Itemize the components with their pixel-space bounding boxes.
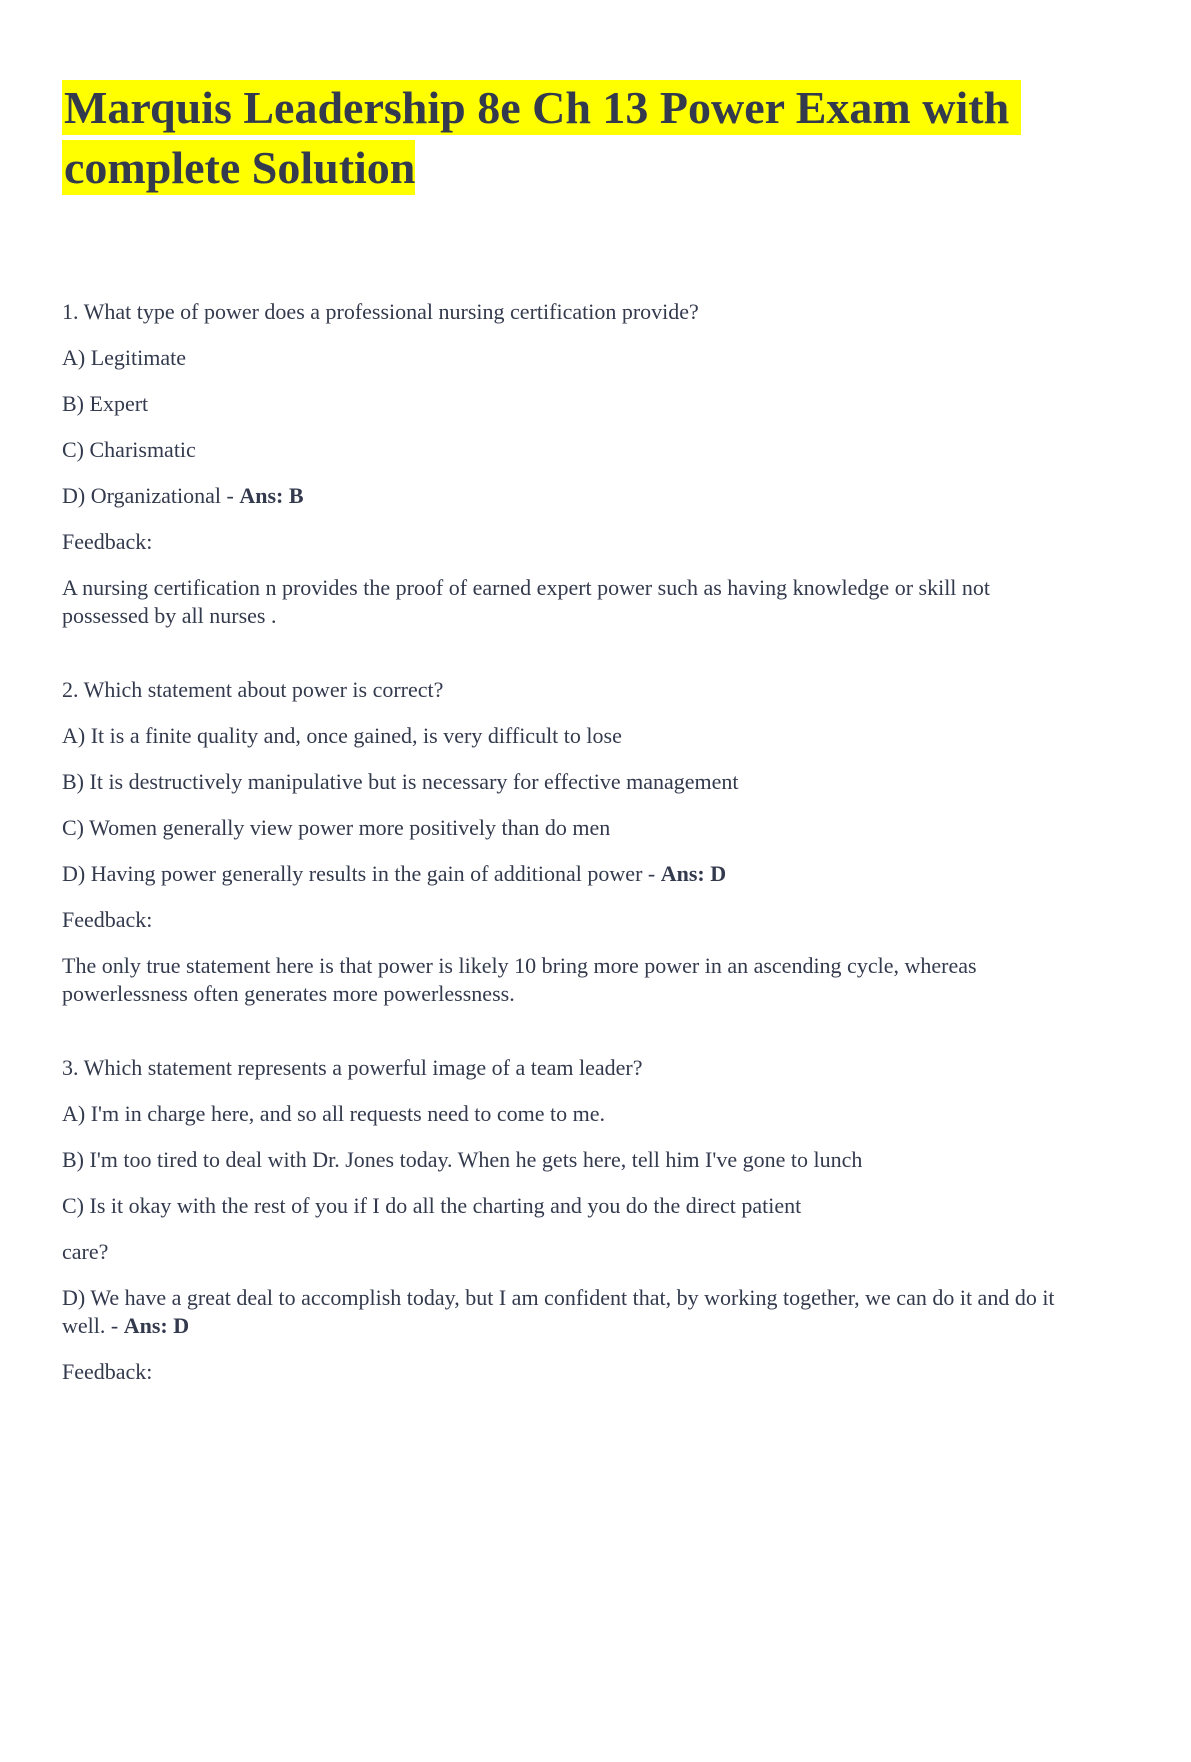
option-c: C) Is it okay with the rest of you if I do all the charting and you do the direct patient bbox=[62, 1193, 802, 1218]
option-b: B) Expert bbox=[62, 391, 149, 416]
option-d-answer-line bbox=[62, 482, 1074, 510]
feedback-text: A nursing certification n provides the proof of earned expert power such as having knowledge or skill not possessed by all nurses . bbox=[62, 575, 991, 628]
question-text: 2. Which statement about power is correct? bbox=[62, 677, 444, 702]
document-page bbox=[0, 78, 1191, 1762]
option-d-answer-line bbox=[62, 860, 1074, 888]
option-c: C) Charismatic bbox=[62, 437, 196, 462]
answer-badge: Ans: B bbox=[239, 483, 304, 508]
answer-badge: Ans: D bbox=[123, 1313, 190, 1338]
question-block-2 bbox=[62, 676, 1074, 1008]
option-d: D) Having power generally results in the gain of additional power - bbox=[62, 861, 661, 886]
option-c-continued: care? bbox=[62, 1239, 109, 1264]
option-a: A) It is a finite quality and, once gained, is very difficult to lose bbox=[62, 723, 622, 748]
title-highlight-1: Marquis Leadership 8e Ch 13 Power Exam with bbox=[64, 82, 1021, 133]
question-block-3 bbox=[62, 1054, 1074, 1386]
option-c: C) Women generally view power more positively than do men bbox=[62, 815, 611, 840]
option-a: A) I'm in charge here, and so all requests need to come to me. bbox=[62, 1101, 605, 1126]
option-d: D) Organizational - bbox=[62, 483, 240, 508]
feedback-label: Feedback: bbox=[62, 529, 153, 554]
option-a: A) Legitimate bbox=[62, 345, 187, 370]
title-highlight-2: complete Solution bbox=[64, 142, 416, 193]
option-d: D) We have a great deal to accomplish today, but I am confident that, by working together, we can do it and do it well. - bbox=[62, 1285, 1055, 1338]
document-body bbox=[62, 298, 1074, 1386]
title-line-1 bbox=[62, 78, 1133, 138]
feedback-label: Feedback: bbox=[62, 1359, 153, 1384]
page-title bbox=[62, 78, 1133, 198]
option-b: B) It is destructively manipulative but is necessary for effective management bbox=[62, 769, 739, 794]
question-block-1 bbox=[62, 298, 1074, 630]
answer-badge: Ans: D bbox=[660, 861, 727, 886]
title-line-2 bbox=[62, 138, 1133, 198]
option-b: B) I'm too tired to deal with Dr. Jones today. When he gets here, tell him I've gone to lunch bbox=[62, 1147, 863, 1172]
feedback-label: Feedback: bbox=[62, 907, 153, 932]
question-text: 1. What type of power does a professional nursing certification provide? bbox=[62, 299, 699, 324]
feedback-text: The only true statement here is that power is likely 10 bring more power in an ascending cycle, whereas powerlessness often generates more powerlessness. bbox=[62, 953, 977, 1006]
question-text: 3. Which statement represents a powerful image of a team leader? bbox=[62, 1055, 643, 1080]
option-d-answer-line bbox=[62, 1284, 1074, 1340]
